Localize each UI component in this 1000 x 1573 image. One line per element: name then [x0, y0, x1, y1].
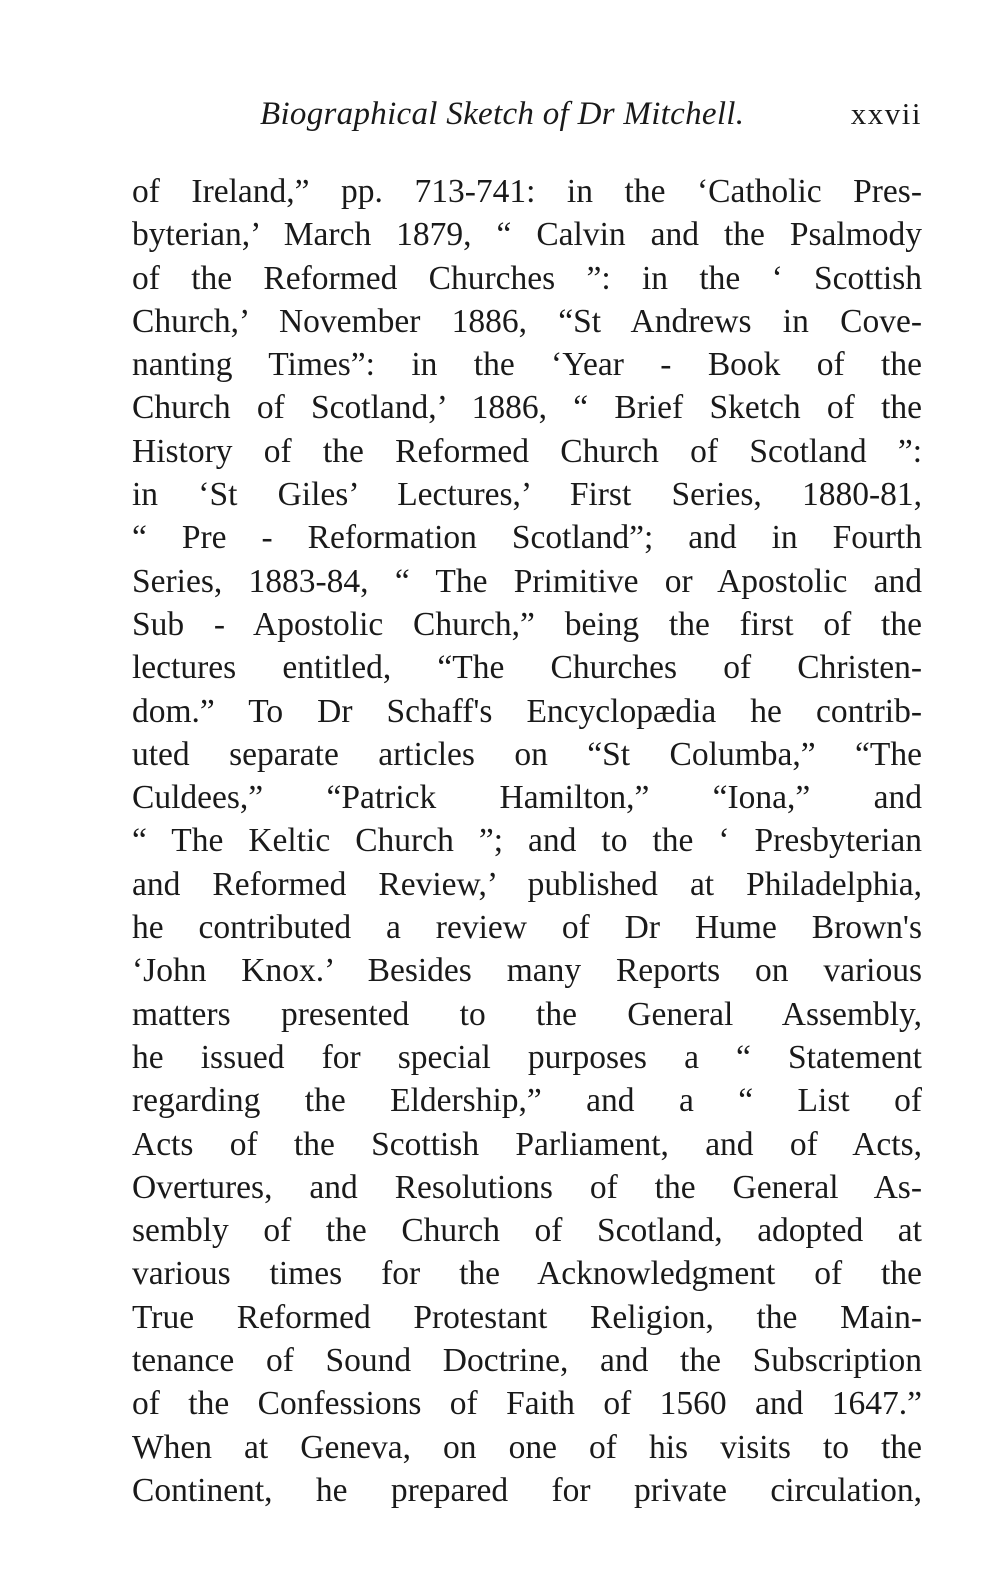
text-line: of the Reformed Churches ”: in the ‘ Scottish [132, 259, 922, 297]
text-line: various times for the Acknowledgment of the [132, 1255, 922, 1293]
text-line: in ‘St Giles’ Lectures,’ First Series, 1880-81, [132, 476, 922, 514]
text-line: byterian,’ March 1879, “ Calvin and the Psalmody [132, 216, 922, 254]
text-line: Church,’ November 1886, “St Andrews in Cove- [132, 302, 922, 340]
text-line: ‘John Knox.’ Besides many Reports on various [132, 952, 922, 990]
text-line: “ Pre - Reformation Scotland”; and in Fourth [132, 519, 922, 557]
text-line: nanting Times”: in the ‘Year - Book of the [132, 346, 922, 384]
page-header [132, 96, 922, 136]
text-line: “ The Keltic Church ”; and to the ‘ Presbyterian [132, 822, 922, 860]
text-line: sembly of the Church of Scotland, adopted at [132, 1212, 922, 1250]
text-line: of Ireland,” pp. 713-741: in the ‘Catholic Pres- [132, 173, 922, 210]
text-line: Church of Scotland,’ 1886, “ Brief Sketch of the [132, 389, 922, 427]
text-line: matters presented to the General Assembly, [132, 995, 922, 1033]
text-line: Sub - Apostolic Church,” being the first of the [132, 605, 922, 643]
page-number: xxvii [850, 96, 922, 131]
text-line: of the Confessions of Faith of 1560 and 1647.” [132, 1385, 922, 1423]
text-line: When at Geneva, on one of his visits to the [132, 1428, 922, 1466]
text-line: History of the Reformed Church of Scotland ”: [132, 432, 922, 470]
running-title: Biographical Sketch of Dr Mitchell. [260, 96, 745, 132]
text-line: tenance of Sound Doctrine, and the Subscription [132, 1342, 922, 1380]
text-line: Continent, he prepared for private circulation, [132, 1471, 922, 1509]
body-text [132, 170, 922, 1512]
text-line: dom.” To Dr Schaff's Encyclopædia he contrib- [132, 692, 922, 730]
text-line: Series, 1883-84, “ The Primitive or Apostolic and [132, 562, 922, 600]
text-line: and Reformed Review,’ published at Philadelphia, [132, 865, 922, 903]
text-line: True Reformed Protestant Religion, the Main- [132, 1298, 922, 1336]
text-line: Overtures, and Resolutions of the General As- [132, 1168, 922, 1206]
text-line: he contributed a review of Dr Hume Brown's [132, 909, 922, 947]
text-line: Culdees,” “Patrick Hamilton,” “Iona,” and [132, 779, 922, 817]
text-line: he issued for special purposes a “ Statement [132, 1038, 922, 1076]
text-line: lectures entitled, “The Churches of Christen- [132, 649, 922, 687]
text-line: regarding the Eldership,” and a “ List of [132, 1082, 922, 1120]
text-line: Acts of the Scottish Parliament, and of Acts, [132, 1125, 922, 1163]
text-line: uted separate articles on “St Columba,” “The [132, 735, 922, 773]
